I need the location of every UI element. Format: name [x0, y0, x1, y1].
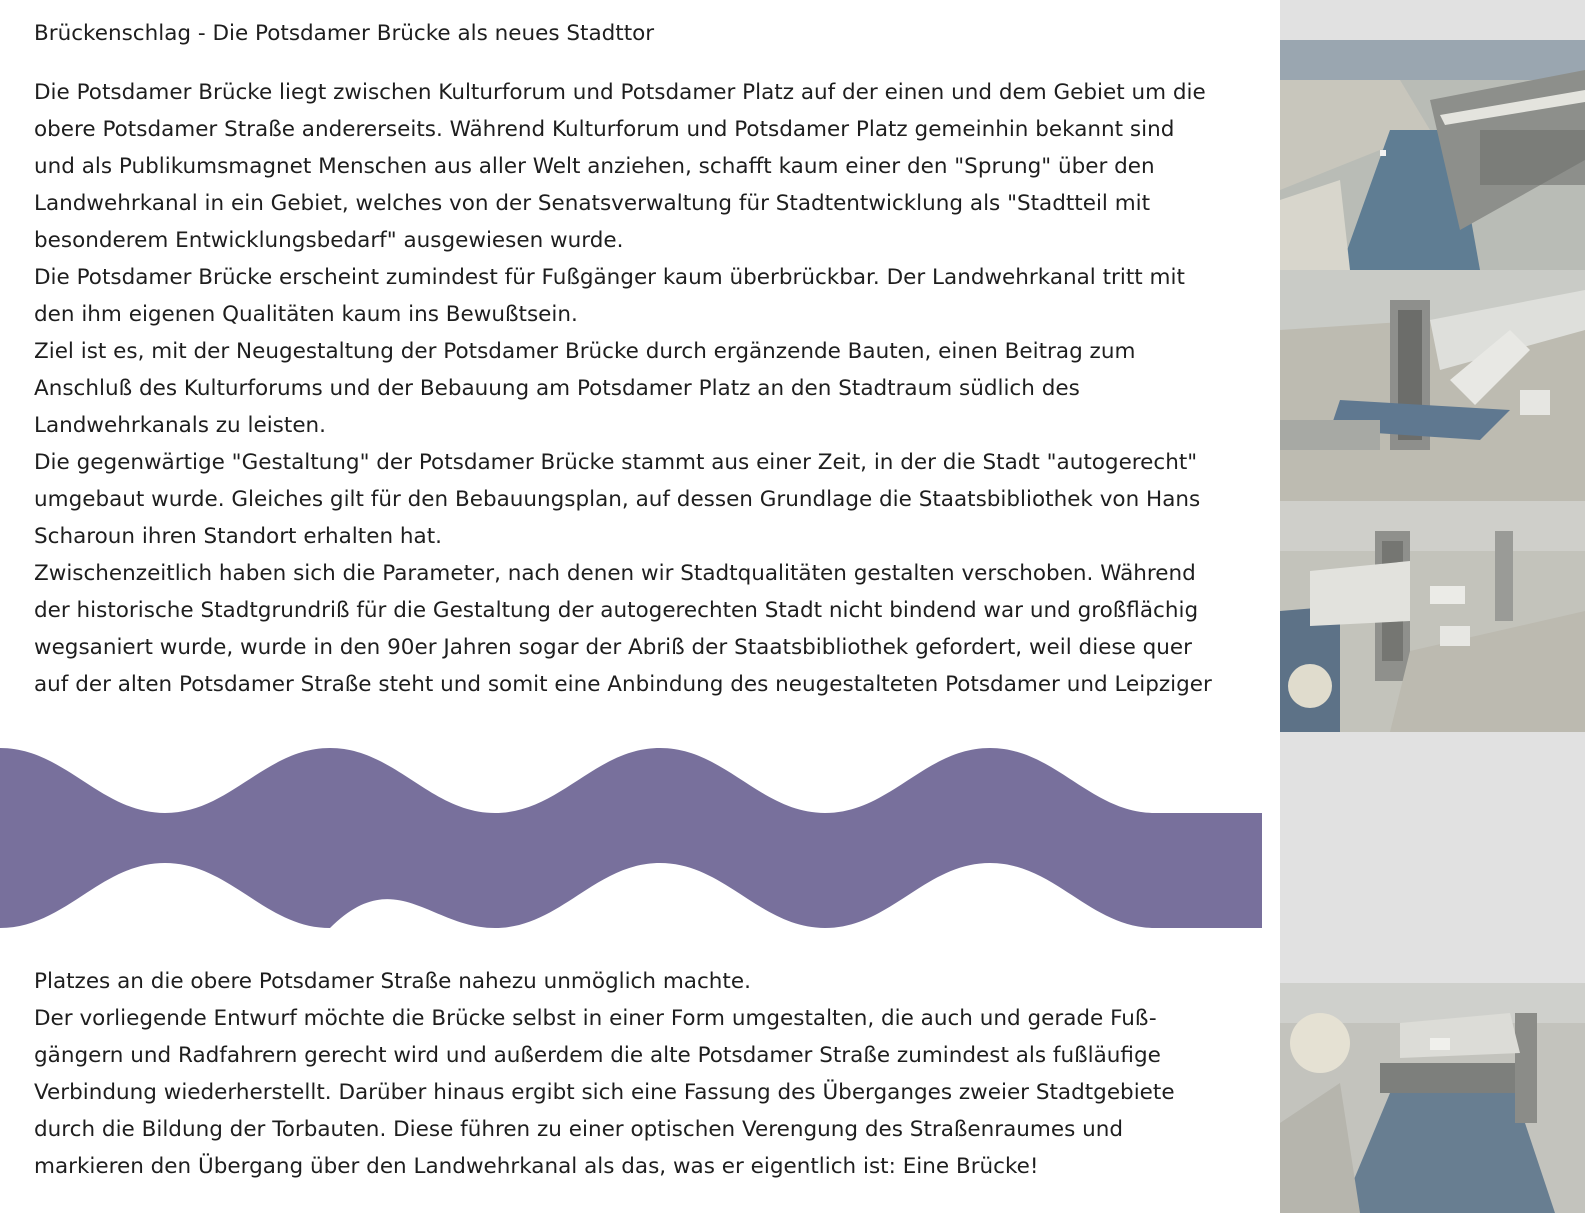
paragraph-bottom-line-2: Der vorliegende Entwurf möchte die Brücke selbst in einer Form umgestalten, die auch und gerade Fuß- — [34, 1006, 1157, 1031]
paragraph-top-line-11: Die gegenwärtige "Gestaltung" der Potsdamer Brücke stammt aus einer Zeit, in der die Stadt "autogerecht" — [34, 450, 1198, 475]
paragraph-top-line-6: Die Potsdamer Brücke erscheint zumindest für Fußgänger kaum überbrückbar. Der Landwehrkanal tritt mit — [34, 265, 1185, 290]
paragraph-top-line-10: Landwehrkanals zu leisten. — [34, 413, 327, 438]
paragraph-top-line-5: besonderem Entwicklungsbedarf" ausgewiesen wurde. — [34, 228, 624, 253]
paragraph-top-line-3: und als Publikumsmagnet Menschen aus aller Welt anziehen, schafft kaum einer den "Sprung" über den — [34, 154, 1155, 179]
paragraph-top-line-14: Zwischenzeitlich haben sich die Parameter, nach denen wir Stadtqualitäten gestalten verschoben. Während — [34, 561, 1196, 586]
paragraph-top-line-1: Die Potsdamer Brücke liegt zwischen Kulturforum und Potsdamer Platz auf der einen und dem Gebiet um die — [34, 80, 1206, 105]
paragraph-top-line-15: der historische Stadtgrundriß für die Gestaltung der autogerechten Stadt nicht bindend war und großflächig — [34, 598, 1199, 623]
text-block-bottom — [34, 963, 1175, 1185]
paragraph-top-line-17: auf der alten Potsdamer Straße steht und somit eine Anbindung des neugestalteten Potsdamer und Leipziger — [34, 672, 1212, 697]
paragraph-top-line-7: den ihm eigenen Qualitäten kaum ins Bewußtsein. — [34, 302, 578, 327]
paragraph-top-line-16: wegsaniert wurde, wurde in den 90er Jahren sogar der Abriß der Staatsbibliothek gefordert, weil diese quer — [34, 635, 1192, 660]
paragraph-top-line-8: Ziel ist es, mit der Neugestaltung der Potsdamer Brücke durch ergänzende Bauten, einen Beitrag zum — [34, 339, 1136, 364]
paragraph-bottom-line-3: gängern und Radfahrern gerecht wird und außerdem die alte Potsdamer Straße zumindest als fußläufige — [34, 1043, 1161, 1068]
paragraph-bottom-line-5: durch die Bildung der Torbauten. Diese führen zu einer optischen Verengung des Straßenraumes und — [34, 1117, 1124, 1142]
paragraph-top-line-4: Landwehrkanal in ein Gebiet, welches von der Senatsverwaltung für Stadtentwicklung als "Stadtteil mit — [34, 191, 1151, 216]
model-photo-1 — [1280, 40, 1585, 270]
paragraph-bottom-line-6: markieren den Übergang über den Landwehrkanal als das, was er eigentlich ist: Eine Brücke! — [34, 1154, 1039, 1179]
paragraph-top-line-2: obere Potsdamer Straße andererseits. Während Kulturforum und Potsdamer Platz gemeinhin bekannt sind — [34, 117, 1175, 142]
wave-shape — [0, 748, 1262, 928]
model-photo-2 — [1280, 270, 1585, 501]
wave-banner — [0, 740, 1262, 940]
page-title: Brückenschlag - Die Potsdamer Brücke als neues Stadttor — [34, 21, 655, 46]
paragraph-top-line-13: Scharoun ihren Standort erhalten hat. — [34, 524, 442, 549]
photo-sidebar — [1280, 0, 1585, 1213]
paragraph-top-line-9: Anschluß des Kulturforums und der Bebauung am Potsdamer Platz an den Stadtraum südlich des — [34, 376, 1080, 401]
model-photo-3 — [1280, 501, 1585, 732]
paragraph-bottom-line-4: Verbindung wiederherstellt. Darüber hinaus ergibt sich eine Fassung des Überganges zweier Stadtgebiete — [34, 1080, 1175, 1105]
paragraph-bottom-line-1: Platzes an die obere Potsdamer Straße nahezu unmöglich machte. — [34, 969, 751, 994]
paragraph-top-line-12: umgebaut wurde. Gleiches gilt für den Bebauungsplan, auf dessen Grundlage die Staatsbibliothek von Hans — [34, 487, 1201, 512]
text-block-top — [34, 74, 1212, 703]
model-photo-4 — [1280, 983, 1585, 1213]
